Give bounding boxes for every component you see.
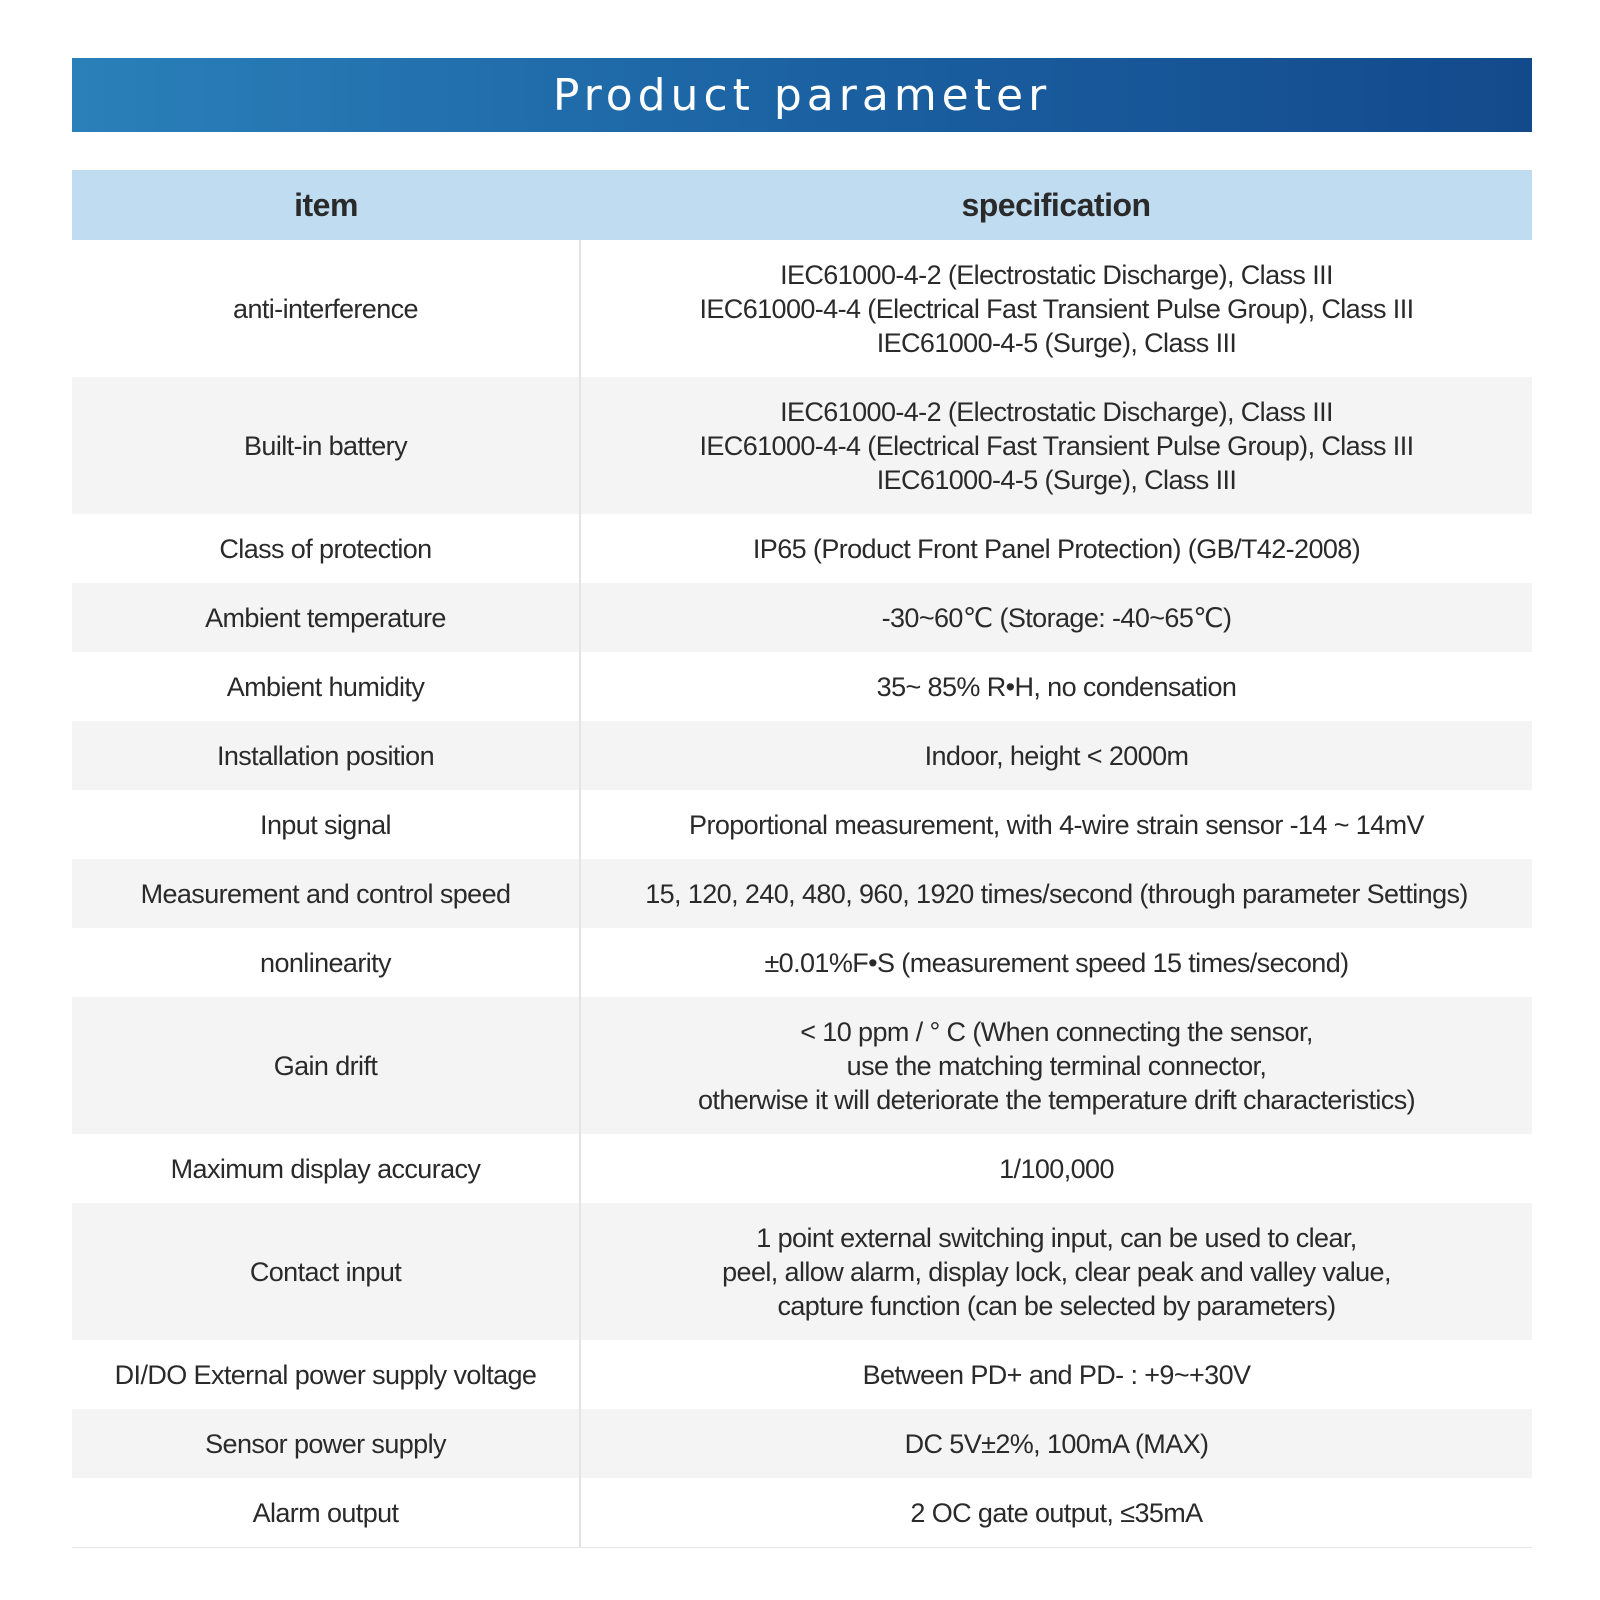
table-row <box>72 652 1532 721</box>
spec-cell <box>580 1340 1532 1409</box>
spec-line: 2 OC gate output, ≤35mA <box>910 1497 1203 1528</box>
table-row <box>72 790 1532 859</box>
spec-line: DC 5V±2%, 100mA (MAX) <box>904 1428 1209 1459</box>
item-cell: Alarm output <box>72 1478 580 1548</box>
spec-cell <box>580 1409 1532 1478</box>
spec-line: < 10 ppm / ° C (When connecting the sensor, <box>800 1016 1313 1047</box>
spec-line: 15, 120, 240, 480, 960, 1920 times/second (through parameter Settings) <box>645 878 1468 909</box>
item-cell: Sensor power supply <box>72 1409 580 1478</box>
table-row <box>72 1203 1532 1340</box>
spec-cell <box>580 514 1532 583</box>
table-header-row <box>72 170 1532 240</box>
item-cell: Built-in battery <box>72 377 580 514</box>
spec-cell <box>580 859 1532 928</box>
table-row <box>72 1134 1532 1203</box>
item-column-header: item <box>72 170 580 240</box>
spec-line: 1/100,000 <box>999 1153 1114 1184</box>
spec-line: 35~ 85% R•H, no condensation <box>876 671 1237 702</box>
spec-line: otherwise it will deteriorate the temperature drift characteristics) <box>698 1084 1415 1115</box>
spec-cell <box>580 790 1532 859</box>
spec-line: IEC61000-4-5 (Surge), Class III <box>876 464 1237 495</box>
spec-line: IEC61000-4-2 (Electrostatic Discharge), Class III <box>780 259 1333 290</box>
table-row <box>72 514 1532 583</box>
spec-line: capture function (can be selected by parameters) <box>777 1290 1336 1321</box>
item-cell: DI/DO External power supply voltage <box>72 1340 580 1409</box>
item-cell: Installation position <box>72 721 580 790</box>
spec-cell <box>580 721 1532 790</box>
parameter-table <box>72 170 1532 1548</box>
item-cell: Gain drift <box>72 997 580 1134</box>
table-row <box>72 997 1532 1134</box>
item-cell: Measurement and control speed <box>72 859 580 928</box>
spec-line: ±0.01%F•S (measurement speed 15 times/second) <box>764 947 1349 978</box>
spec-cell <box>580 997 1532 1134</box>
spec-cell <box>580 1478 1532 1548</box>
spec-line: IEC61000-4-2 (Electrostatic Discharge), Class III <box>780 396 1333 427</box>
item-cell: Contact input <box>72 1203 580 1340</box>
spec-cell <box>580 583 1532 652</box>
spec-line: IP65 (Product Front Panel Protection) (GB/T42-2008) <box>752 533 1361 564</box>
spec-line: Indoor, height < 2000m <box>924 740 1189 771</box>
table-row <box>72 583 1532 652</box>
table-row <box>72 240 1532 377</box>
spec-cell <box>580 377 1532 514</box>
spec-line: IEC61000-4-4 (Electrical Fast Transient Pulse Group), Class III <box>699 293 1414 324</box>
spec-line: IEC61000-4-5 (Surge), Class III <box>876 327 1237 358</box>
item-cell: Input signal <box>72 790 580 859</box>
table-row <box>72 859 1532 928</box>
spec-line: 1 point external switching input, can be used to clear, <box>756 1222 1357 1253</box>
table-row <box>72 1409 1532 1478</box>
item-cell: Maximum display accuracy <box>72 1134 580 1203</box>
item-cell: Class of protection <box>72 514 580 583</box>
title-banner <box>72 58 1532 132</box>
spec-line: peel, allow alarm, display lock, clear peak and valley value, <box>722 1256 1391 1287</box>
spec-line: IEC61000-4-4 (Electrical Fast Transient Pulse Group), Class III <box>699 430 1414 461</box>
item-cell: anti-interference <box>72 240 580 377</box>
spec-line: Between PD+ and PD- : +9~+30V <box>862 1359 1251 1390</box>
spec-cell <box>580 1203 1532 1340</box>
item-cell: Ambient humidity <box>72 652 580 721</box>
table-row <box>72 377 1532 514</box>
spec-cell <box>580 928 1532 997</box>
table-row <box>72 928 1532 997</box>
spec-line: Proportional measurement, with 4-wire strain sensor -14 ~ 14mV <box>689 809 1424 840</box>
spec-cell <box>580 652 1532 721</box>
table-row <box>72 1478 1532 1548</box>
item-cell: nonlinearity <box>72 928 580 997</box>
table-row <box>72 1340 1532 1409</box>
page-title: Product parameter <box>552 69 1052 121</box>
specification-column-header: specification <box>580 170 1532 240</box>
spec-line: -30~60℃ (Storage: -40~65℃) <box>881 602 1232 633</box>
spec-cell <box>580 240 1532 377</box>
spec-cell <box>580 1134 1532 1203</box>
item-cell: Ambient temperature <box>72 583 580 652</box>
table-row <box>72 721 1532 790</box>
spec-line: use the matching terminal connector, <box>846 1050 1267 1081</box>
